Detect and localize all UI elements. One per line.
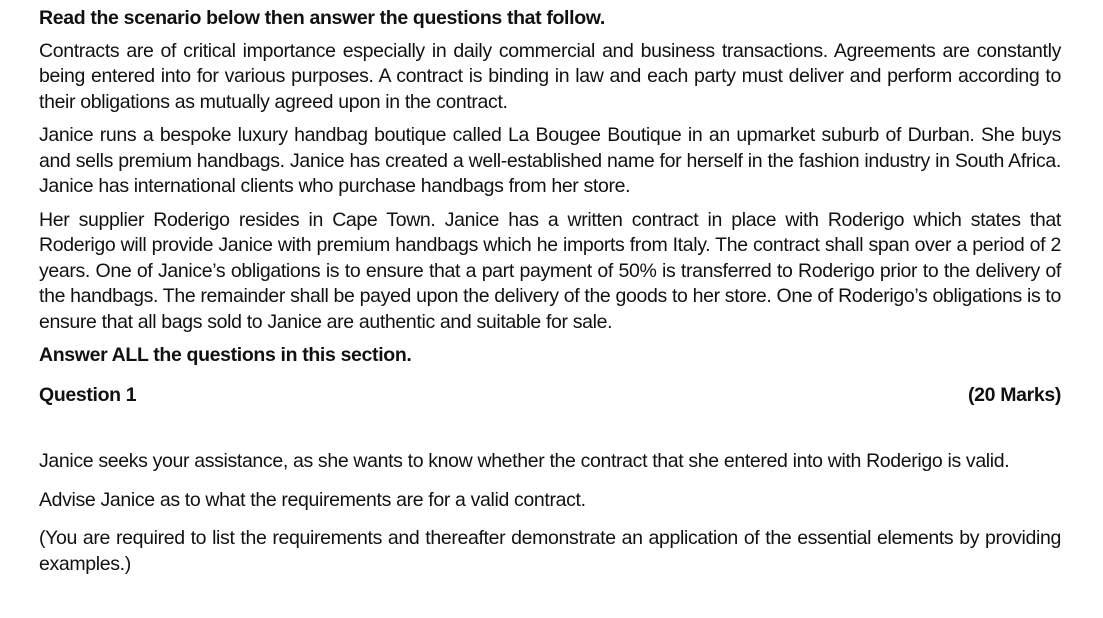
scenario-paragraph-2: Janice runs a bespoke luxury handbag boutique called La Bougee Boutique in an upmarket suburb of Durban. She buys and sells premium handbags. Janice has created a well-established name for herself in the fashion industry in South Africa. Janice has international clients who purchase handbags from her store. (39, 124, 1061, 197)
question-line-2: Advise Janice as to what the requirements are for a valid contract. (39, 488, 586, 511)
document-page (39, 6, 1061, 577)
intro-heading: Read the scenario below then answer the questions that follow. (39, 7, 605, 29)
instruction-text: Answer ALL the questions in this section. (39, 344, 412, 366)
question-line-3: (You are required to list the requirements and thereafter demonstrate an application of the essential elements by providing examples.) (39, 527, 1061, 575)
scenario-paragraph-1: Contracts are of critical importance especially in daily commercial and business transactions. Agreements are constantly being entered into for various purposes. A contract is binding in law and each party must deliver and perform according to their obligations as mutually agreed upon in the contract. (39, 39, 1061, 113)
scenario-paragraph-3: Her supplier Roderigo resides in Cape Town. Janice has a written contract in place with Roderigo which states that Roderigo will provide Janice with premium handbags which he imports from Italy. The contract shall span over a period of 2 years. One of Janice’s obligations is to ensure that a part payment of 50% is transferred to Roderigo prior to the delivery of the handbags. The remainder shall be payed upon the delivery of the goods to her store. One of Roderigo’s obligations is to ensure that all bags sold to Janice are authentic and suitable for sale. (39, 208, 1061, 333)
question-label: Question 1 (39, 383, 137, 406)
question-header (39, 383, 1061, 409)
question-line-1: Janice seeks your assistance, as she wants to know whether the contract that she entered into with Roderigo is valid. (39, 450, 1010, 472)
question-marks: (20 Marks) (968, 383, 1061, 406)
